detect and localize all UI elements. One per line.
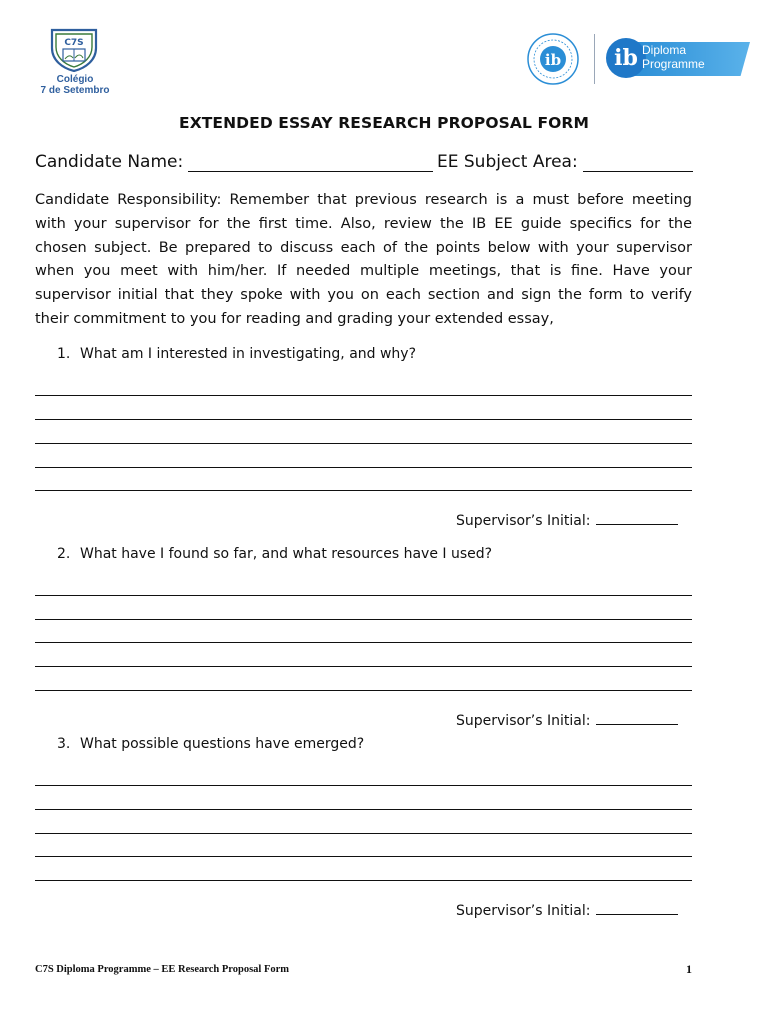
school-name-line2: 7 de Setembro (40, 85, 110, 96)
answer-line[interactable] (35, 419, 692, 420)
supervisor-initial-3 (456, 901, 678, 919)
question-3 (57, 736, 364, 752)
answer-line[interactable] (35, 690, 692, 691)
question-2 (57, 546, 492, 562)
answer-line[interactable] (35, 833, 692, 834)
ib-seal-mark: ib (544, 51, 562, 69)
candidate-name-field[interactable] (188, 171, 433, 172)
supervisor-initial-field[interactable] (596, 901, 678, 915)
form-title: EXTENDED ESSAY RESEARCH PROPOSAL FORM (179, 114, 589, 132)
programme-line2: Programme (642, 57, 705, 71)
answer-line[interactable] (35, 443, 692, 444)
answer-line[interactable] (35, 595, 692, 596)
candidate-name-label: Candidate Name: (35, 152, 184, 172)
question-1 (57, 346, 416, 362)
school-monogram: C7S (64, 38, 84, 48)
question-number: 2. (57, 546, 71, 562)
supervisor-initial-label: Supervisor’s Initial: (456, 513, 591, 529)
answer-line[interactable] (35, 856, 692, 857)
supervisor-initial-field[interactable] (596, 511, 678, 525)
ib-circle-mark: ib (606, 38, 646, 78)
supervisor-initial-field[interactable] (596, 711, 678, 725)
candidate-responsibility-text: Candidate Responsibility: Remember that previous research is a must before meeting with your supervisor for the first time. Also, review the IB EE guide specifics for the chosen subject. Be prepared to discuss each of the points below with your supervisor when you meet with him/her. If needed multiple meetings, that is fine. Have your supervisor initial that they spoke with you on each section and sign the form to verify their commitment to you for reading and grading your extended essay, (35, 192, 692, 327)
question-number: 3. (57, 736, 71, 752)
ib-seal-icon (526, 32, 580, 86)
ib-programme-ribbon (606, 38, 750, 80)
question-text: What have I found so far, and what resources have I used? (80, 546, 493, 562)
school-logo (32, 28, 118, 100)
supervisor-initial-label: Supervisor’s Initial: (456, 713, 591, 729)
answer-line[interactable] (35, 619, 692, 620)
question-text: What am I interested in investigating, and why? (80, 346, 417, 362)
answer-line[interactable] (35, 809, 692, 810)
footer-text: C7S Diploma Programme – EE Research Proposal Form (35, 964, 290, 975)
programme-line1: Diploma (642, 43, 687, 57)
supervisor-initial-1 (456, 511, 678, 529)
answer-line[interactable] (35, 490, 692, 491)
header-fields (35, 152, 693, 176)
ib-logo (526, 32, 750, 86)
supervisor-initial-label: Supervisor’s Initial: (456, 903, 591, 919)
school-name-line1: Colégio (56, 74, 94, 85)
school-crest-icon (48, 28, 100, 72)
subject-area-label: EE Subject Area: (437, 152, 578, 172)
answer-line[interactable] (35, 880, 692, 881)
answer-line[interactable] (35, 785, 692, 786)
subject-area-field[interactable] (583, 171, 693, 172)
supervisor-initial-2 (456, 711, 678, 729)
logo-divider (594, 34, 595, 84)
answer-line[interactable] (35, 666, 692, 667)
answer-line[interactable] (35, 395, 692, 396)
page-footer (35, 964, 692, 978)
answer-line[interactable] (35, 467, 692, 468)
answer-line[interactable] (35, 642, 692, 643)
question-number: 1. (57, 346, 71, 362)
question-text: What possible questions have emerged? (80, 736, 365, 752)
page-number: 1 (686, 962, 692, 976)
ribbon-text (642, 43, 705, 71)
